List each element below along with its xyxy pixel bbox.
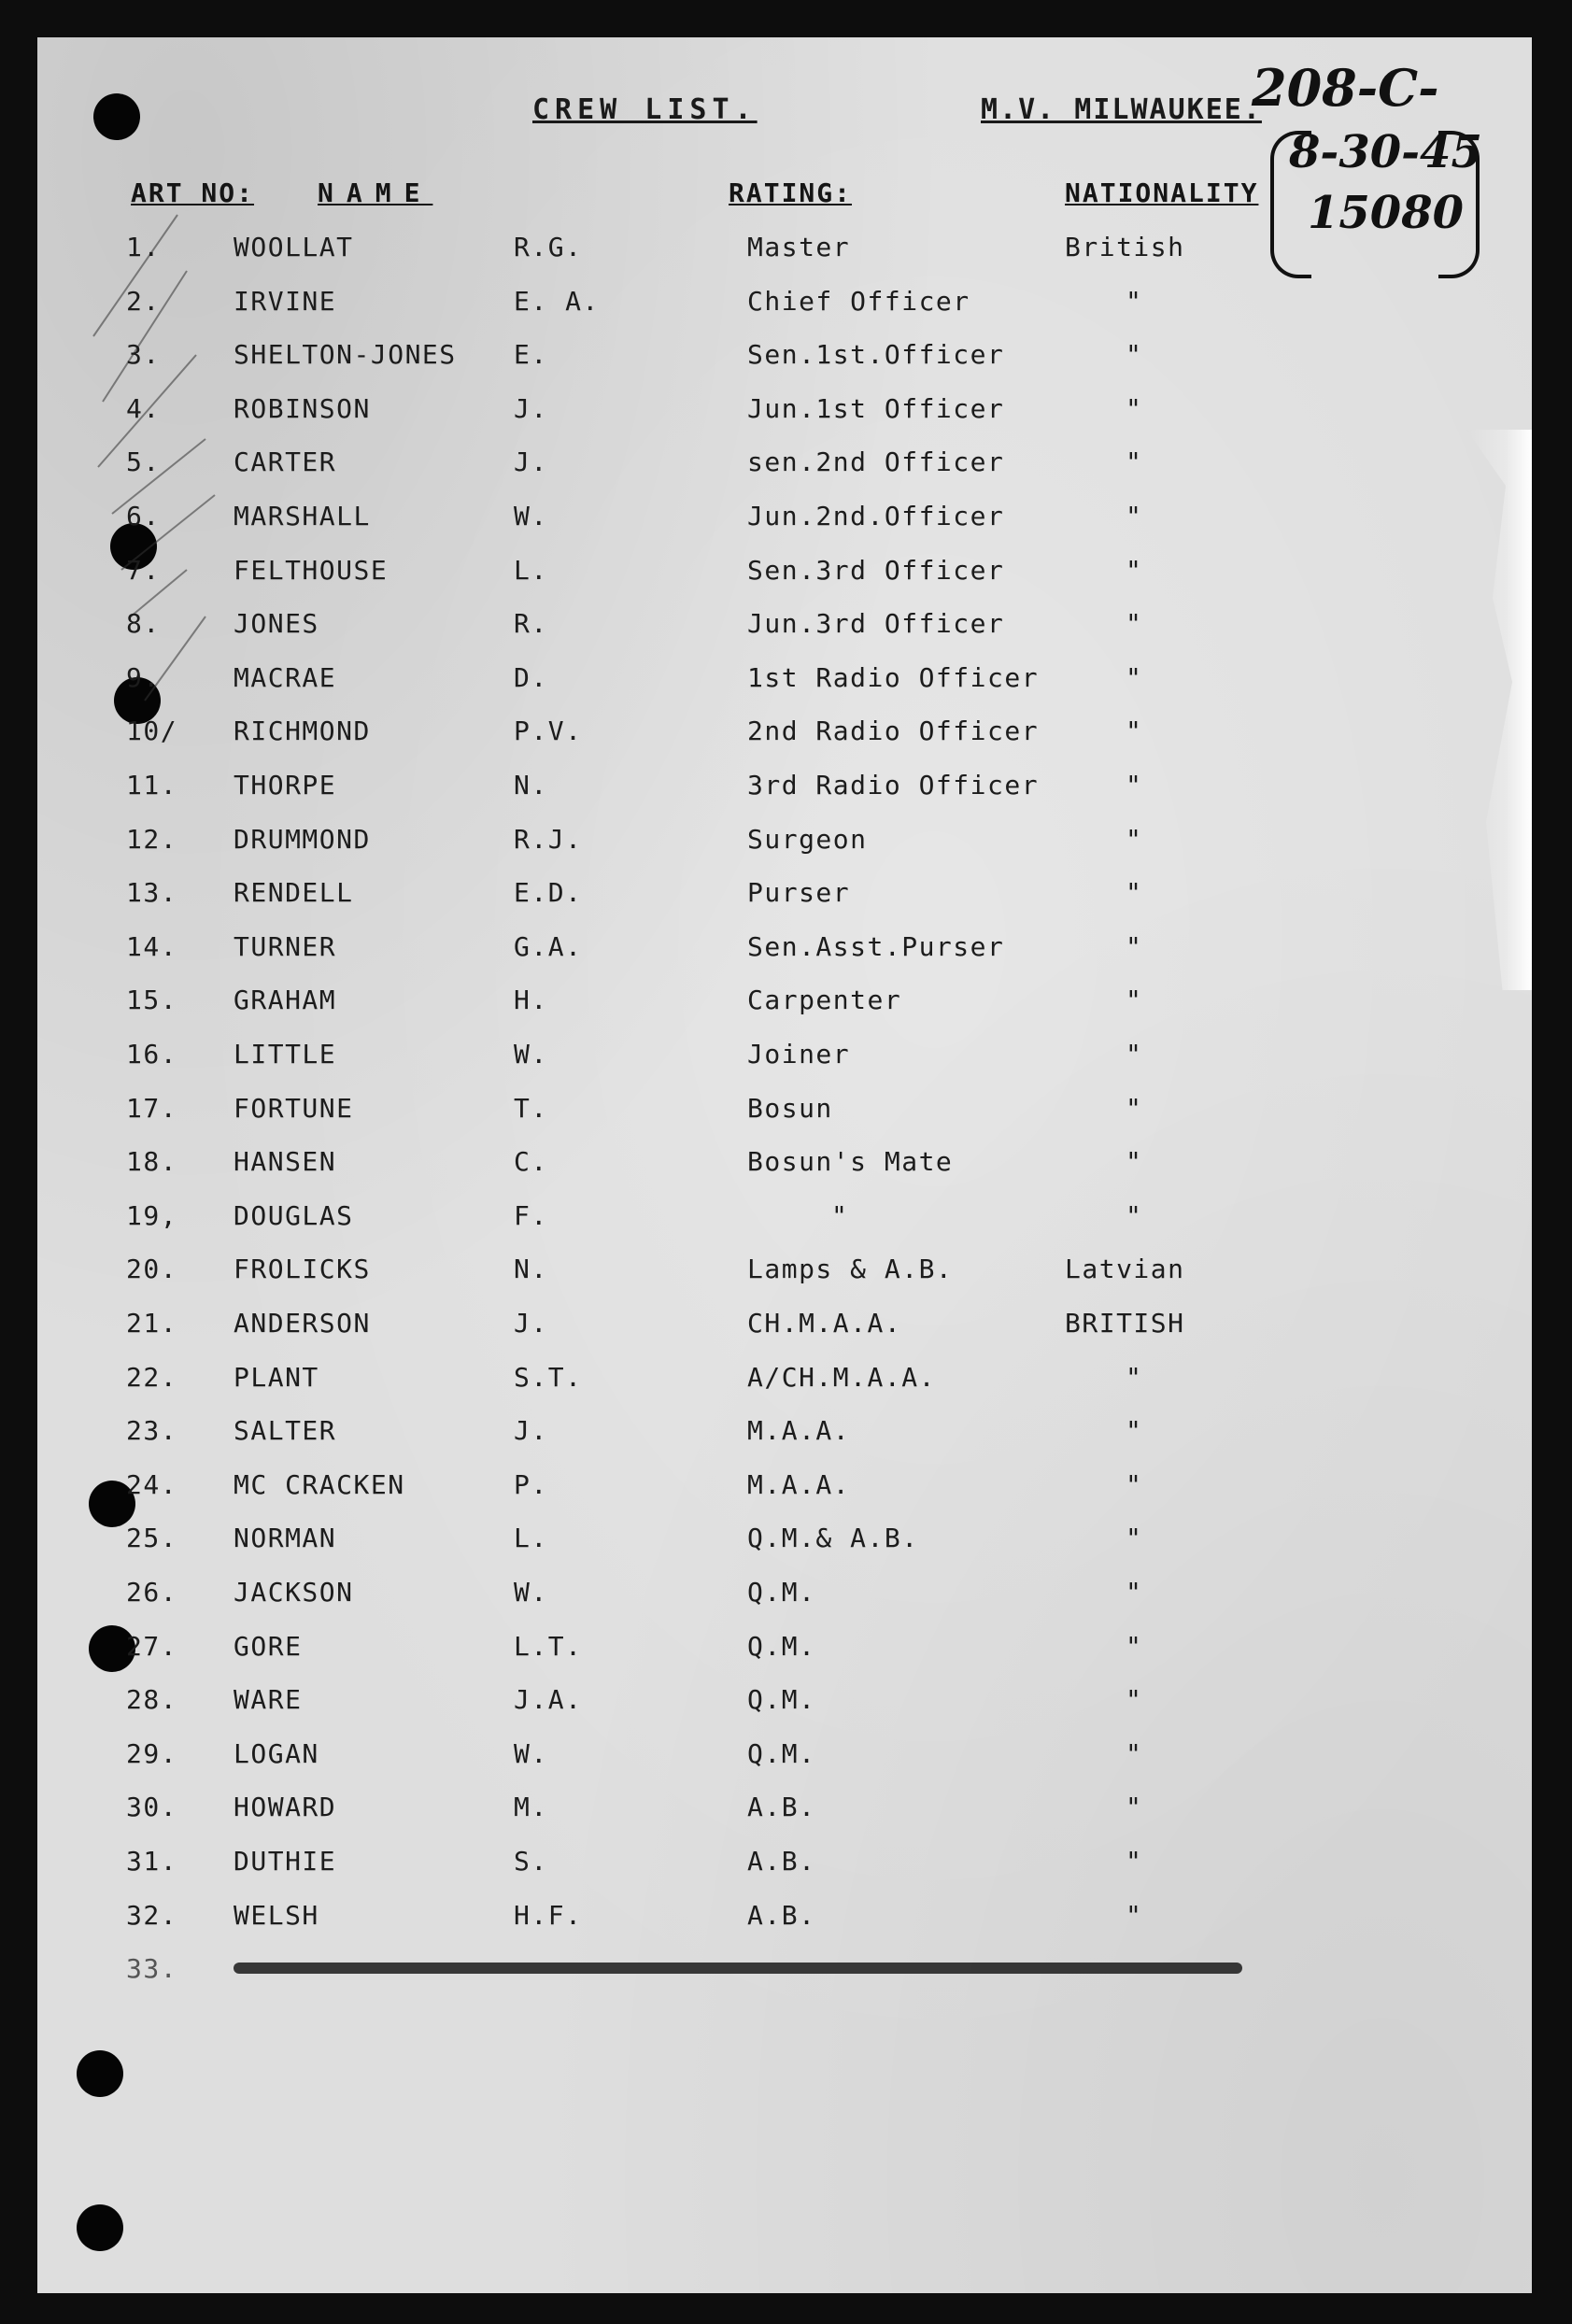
crew-initials: G.A. [514, 930, 583, 962]
crew-row [37, 1577, 1532, 1630]
crew-nationality: " [1126, 608, 1143, 640]
crew-surname: FELTHOUSE [234, 554, 389, 586]
crew-rating: Sen.3rd Officer [747, 554, 1005, 586]
crew-initials: R.J. [514, 823, 583, 855]
crew-row [37, 1953, 1532, 2006]
crew-number: 27. [126, 1630, 178, 1662]
crew-initials: L.T. [514, 1630, 583, 1662]
crew-row [37, 985, 1532, 1038]
crew-rating: Sen.1st.Officer [747, 339, 1005, 371]
crew-surname: DRUMMOND [234, 823, 371, 855]
crew-number: 14. [126, 930, 178, 962]
crew-row [37, 1631, 1532, 1684]
handwritten-reference: 208-C- [1252, 58, 1439, 118]
crew-initials: E. [514, 339, 548, 371]
punch-hole [93, 93, 140, 140]
punch-hole [77, 2050, 123, 2097]
crew-surname: CARTER [234, 446, 337, 478]
crew-nationality: " [1126, 1523, 1143, 1554]
crew-row [37, 393, 1532, 446]
crew-initials: W. [514, 501, 548, 531]
column-header-no: ART NO: [131, 177, 255, 208]
crew-surname: ANDERSON [234, 1308, 371, 1339]
crew-rating: 2nd Radio Officer [747, 716, 1040, 747]
crew-nationality: " [1126, 1846, 1143, 1877]
crew-row [37, 339, 1532, 392]
crew-nationality: " [1126, 823, 1143, 855]
crew-surname: FORTUNE [234, 1092, 354, 1124]
crew-surname: MC CRACKEN [234, 1468, 405, 1500]
crew-nationality: " [1126, 930, 1143, 962]
punch-hole [77, 2204, 123, 2251]
crew-number: 13. [126, 877, 178, 909]
crew-number: 6. [126, 501, 161, 531]
crew-row [37, 446, 1532, 500]
crew-number: 19, [126, 1199, 178, 1231]
crew-surname: ROBINSON [234, 392, 371, 424]
crew-surname: NORMAN [234, 1523, 337, 1554]
crew-number: 10/ [126, 716, 178, 747]
crew-nationality: " [1126, 985, 1143, 1016]
crew-number: 22. [126, 1361, 178, 1393]
crew-surname: MARSHALL [234, 501, 371, 531]
crew-rating: Q.M. [747, 1577, 816, 1608]
crew-surname: TURNER [234, 930, 337, 962]
crew-number: 25. [126, 1523, 178, 1554]
crew-rating: Jun.3rd Officer [747, 608, 1005, 640]
handwritten-date: 8-30-45 [1289, 126, 1482, 178]
crew-number: 30. [126, 1792, 178, 1823]
crew-row [37, 1146, 1532, 1199]
crew-surname: DUTHIE [234, 1846, 337, 1877]
crew-nationality: " [1126, 1092, 1143, 1124]
crew-row [37, 608, 1532, 661]
crew-number: 8. [126, 608, 161, 640]
crew-number: 28. [126, 1684, 178, 1716]
crew-initials: D. [514, 661, 548, 693]
column-header-rating: RATING: [729, 177, 853, 208]
crew-number: 5. [126, 446, 161, 478]
crew-rating: Surgeon [747, 823, 868, 855]
crew-row [37, 1684, 1532, 1737]
crew-initials: P. [514, 1468, 548, 1500]
crew-nationality: " [1126, 661, 1143, 693]
crew-surname: IRVINE [234, 285, 337, 317]
crew-row [37, 931, 1532, 985]
crew-rating: Q.M.& A.B. [747, 1523, 919, 1554]
crew-initials: E. A. [514, 285, 600, 317]
crew-nationality: BRITISH [1065, 1308, 1185, 1339]
crew-nationality: " [1126, 1146, 1143, 1178]
crew-initials: N. [514, 1254, 548, 1285]
crew-nationality: " [1126, 1630, 1143, 1662]
crew-surname: PLANT [234, 1361, 319, 1393]
crew-row [37, 1738, 1532, 1792]
crew-rating: A/CH.M.A.A. [747, 1361, 936, 1393]
crew-nationality: Latvian [1065, 1254, 1185, 1285]
handwritten-number: 15080 [1308, 187, 1464, 239]
crew-nationality: British [1065, 232, 1185, 262]
crew-rating: Jun.2nd.Officer [747, 501, 1005, 531]
crew-rating: A.B. [747, 1899, 816, 1931]
crew-rating: A.B. [747, 1846, 816, 1877]
crew-surname: FROLICKS [234, 1254, 371, 1285]
crew-surname: HOWARD [234, 1792, 337, 1823]
crew-surname: LITTLE [234, 1039, 337, 1070]
crew-row [37, 770, 1532, 823]
crew-row [37, 716, 1532, 769]
crew-rating: A.B. [747, 1792, 816, 1823]
crew-surname: WELSH [234, 1899, 319, 1931]
crew-number: 9. [126, 661, 161, 693]
crew-initials: E.D. [514, 877, 583, 909]
crew-initials: J. [514, 1308, 548, 1339]
crew-nationality: " [1126, 1415, 1143, 1447]
crew-initials: W. [514, 1577, 548, 1608]
crew-number: 32. [126, 1899, 178, 1931]
crew-number: 21. [126, 1308, 178, 1339]
crew-nationality: " [1126, 1899, 1143, 1931]
crew-nationality: " [1126, 1737, 1143, 1769]
vessel-name: M.V. MILWAUKEE. [981, 93, 1262, 126]
crew-number: 7. [126, 554, 161, 586]
crew-nationality: " [1126, 446, 1143, 478]
crew-surname: SALTER [234, 1415, 337, 1447]
crew-surname: RENDELL [234, 877, 354, 909]
crew-rating: Q.M. [747, 1737, 816, 1769]
crew-surname: THORPE [234, 770, 337, 801]
crew-initials: R.G. [514, 232, 583, 262]
column-header-name: NAME [318, 177, 433, 208]
crew-initials: R. [514, 608, 548, 640]
crew-initials: L. [514, 1523, 548, 1554]
crew-nationality: " [1126, 1577, 1143, 1608]
crew-row [37, 286, 1532, 339]
crew-rating: Purser [747, 877, 851, 909]
crew-rating: Sen.Asst.Purser [747, 930, 1005, 962]
crew-rating: 3rd Radio Officer [747, 770, 1040, 801]
crew-nationality: " [1126, 1792, 1143, 1823]
crew-number: 29. [126, 1737, 178, 1769]
crew-number: 4. [126, 392, 161, 424]
crew-initials: J. [514, 446, 548, 478]
crew-initials: W. [514, 1737, 548, 1769]
crew-surname: GRAHAM [234, 985, 337, 1016]
crew-rating: Bosun [747, 1092, 833, 1124]
crew-initials: J.A. [514, 1684, 583, 1716]
crew-row [37, 662, 1532, 716]
crew-number: 11. [126, 770, 178, 801]
crew-number: 17. [126, 1092, 178, 1124]
crew-number: 20. [126, 1254, 178, 1285]
crew-number: 23. [126, 1415, 178, 1447]
crew-row [37, 232, 1532, 285]
strikethrough-line [234, 1963, 1242, 1974]
crew-row [37, 1093, 1532, 1146]
crew-initials: W. [514, 1039, 548, 1070]
crew-initials: S. [514, 1846, 548, 1877]
crew-nationality: " [1126, 501, 1143, 531]
crew-row [37, 877, 1532, 930]
crew-row [37, 1254, 1532, 1307]
crew-rating: Q.M. [747, 1630, 816, 1662]
crew-number: 15. [126, 985, 178, 1016]
crew-surname: DOUGLAS [234, 1199, 354, 1231]
crew-initials: L. [514, 554, 548, 586]
crew-nationality: " [1126, 770, 1143, 801]
crew-rating: Jun.1st Officer [747, 392, 1005, 424]
crew-nationality: " [1126, 877, 1143, 909]
crew-rating: Bosun's Mate [747, 1146, 954, 1178]
crew-row [37, 1362, 1532, 1415]
crew-nationality: " [1126, 285, 1143, 317]
crew-row [37, 1039, 1532, 1092]
crew-number: 31. [126, 1846, 178, 1877]
crew-initials: N. [514, 770, 548, 801]
crew-initials: F. [514, 1199, 548, 1231]
crew-nationality: " [1126, 716, 1143, 747]
crew-initials: H. [514, 985, 548, 1016]
crew-row [37, 1200, 1532, 1254]
crew-rating: Q.M. [747, 1684, 816, 1716]
crew-nationality: " [1126, 1199, 1143, 1231]
crew-initials: S.T. [514, 1361, 583, 1393]
crew-initials: J. [514, 392, 548, 424]
crew-rating: Carpenter [747, 985, 902, 1016]
crew-number: 12. [126, 823, 178, 855]
crew-rating: CH.M.A.A. [747, 1308, 902, 1339]
crew-rating: Lamps & A.B. [747, 1254, 954, 1285]
crew-surname: JONES [234, 608, 319, 640]
crew-rating: Chief Officer [747, 285, 970, 317]
crew-nationality: " [1126, 1468, 1143, 1500]
crew-row [37, 501, 1532, 554]
crew-surname: RICHMOND [234, 716, 371, 747]
crew-number: 26. [126, 1577, 178, 1608]
document-page [37, 37, 1532, 2293]
crew-surname: WOOLLAT [234, 232, 354, 262]
crew-nationality: " [1126, 1039, 1143, 1070]
crew-surname: MACRAE [234, 661, 337, 693]
crew-row [37, 824, 1532, 877]
crew-row [37, 1523, 1532, 1576]
crew-row [37, 1900, 1532, 1953]
crew-number: 16. [126, 1039, 178, 1070]
crew-surname: LOGAN [234, 1737, 319, 1769]
crew-nationality: " [1126, 1361, 1143, 1393]
crew-surname: JACKSON [234, 1577, 354, 1608]
crew-row [37, 1792, 1532, 1845]
document-title: CREW LIST. [532, 93, 758, 126]
crew-row [37, 1469, 1532, 1523]
crew-nationality: " [1126, 392, 1143, 424]
crew-surname: GORE [234, 1630, 303, 1662]
crew-surname: SHELTON-JONES [234, 339, 457, 371]
crew-row [37, 1308, 1532, 1361]
crew-rating: sen.2nd Officer [747, 446, 1005, 478]
crew-rating: Joiner [747, 1039, 851, 1070]
crew-number: 1. [126, 232, 161, 262]
crew-number: 33. [126, 1953, 178, 1985]
crew-surname: HANSEN [234, 1146, 337, 1178]
crew-initials: C. [514, 1146, 548, 1178]
crew-row [37, 1846, 1532, 1899]
crew-initials: J. [514, 1415, 548, 1447]
crew-rating: " [831, 1199, 849, 1231]
crew-number: 3. [126, 339, 161, 371]
crew-rating: 1st Radio Officer [747, 661, 1040, 693]
crew-initials: H.F. [514, 1899, 583, 1931]
column-header-nationality: NATIONALITY [1065, 177, 1259, 208]
crew-rating: M.A.A. [747, 1415, 851, 1447]
crew-nationality: " [1126, 339, 1143, 371]
crew-surname: WARE [234, 1684, 303, 1716]
crew-row [37, 555, 1532, 608]
crew-rating: M.A.A. [747, 1468, 851, 1500]
crew-number: 2. [126, 285, 161, 317]
crew-number: 24. [126, 1468, 178, 1500]
crew-row [37, 1415, 1532, 1468]
crew-number: 18. [126, 1146, 178, 1178]
crew-initials: M. [514, 1792, 548, 1823]
crew-rating: Master [747, 232, 851, 262]
crew-initials: T. [514, 1092, 548, 1124]
crew-nationality: " [1126, 1684, 1143, 1716]
crew-initials: P.V. [514, 716, 583, 747]
crew-nationality: " [1126, 554, 1143, 586]
